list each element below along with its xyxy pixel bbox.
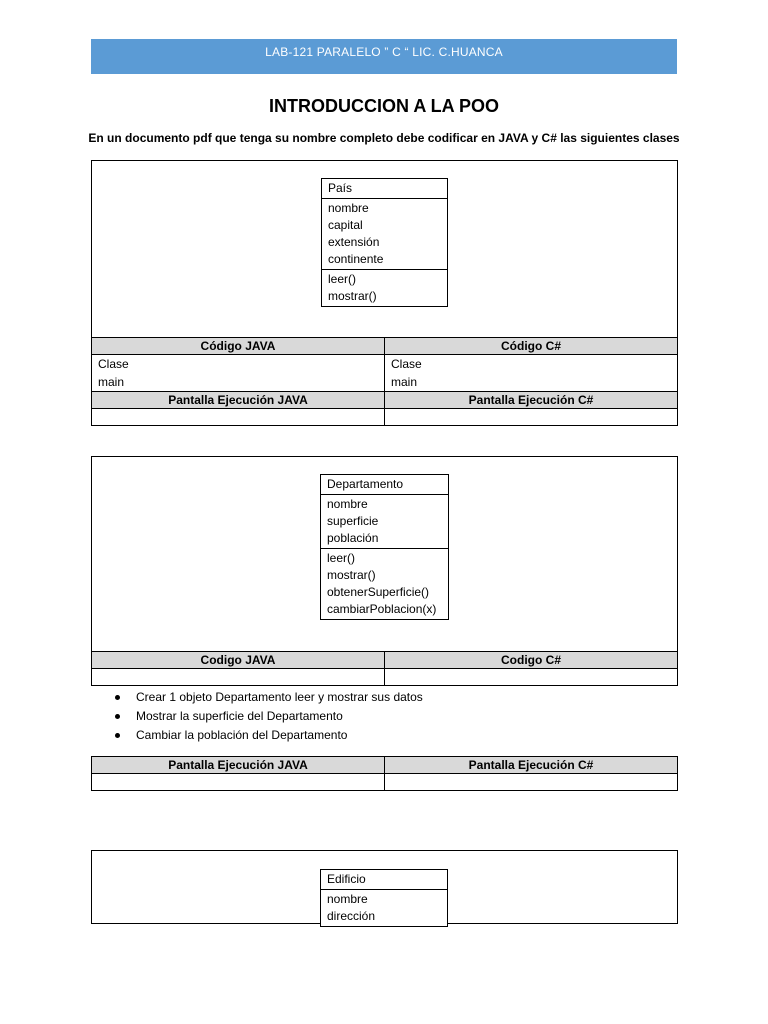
- instructions-text: En un documento pdf que tenga su nombre completo debe codificar en JAVA y C# las siguientes clases: [88, 131, 680, 145]
- attribute: capital: [328, 218, 363, 232]
- code-line: Clase: [391, 357, 422, 371]
- run-cs-cell: [385, 409, 678, 426]
- uml-attributes: [321, 495, 448, 549]
- code-cs-cell: [385, 669, 678, 686]
- attribute: población: [327, 531, 379, 545]
- run-java-cell: [92, 409, 385, 426]
- attribute: superficie: [327, 514, 379, 528]
- method: leer(): [328, 272, 357, 286]
- code-cs-header: Código C#: [385, 338, 678, 355]
- run-java-cell: [92, 774, 385, 791]
- uml-class-name: [322, 179, 447, 199]
- uml-attributes: [322, 199, 447, 270]
- code-cs-header: Codigo C#: [385, 652, 678, 669]
- code-line: main: [391, 375, 418, 389]
- code-java-header: Código JAVA: [92, 338, 385, 355]
- code-java-header: Codigo JAVA: [92, 652, 385, 669]
- method: leer(): [327, 551, 356, 565]
- attribute: extensión: [328, 235, 380, 249]
- document-header: LAB-121 PARALELO ” C “ LIC. C.HUANCA: [91, 39, 677, 74]
- class-name: Edificio: [327, 872, 366, 886]
- attribute: nombre: [328, 201, 369, 215]
- run-cs-cell: [385, 774, 678, 791]
- uml-attributes: [321, 890, 447, 927]
- run-cs-header: Pantalla Ejecución C#: [385, 392, 678, 409]
- class-name: País: [328, 181, 353, 195]
- page-title: INTRODUCCION A LA POO: [269, 96, 499, 116]
- uml-class-edificio: [320, 869, 448, 927]
- attribute: dirección: [327, 909, 376, 923]
- code-table-pais: [91, 337, 678, 426]
- method: cambiarPoblacion(x): [327, 602, 437, 616]
- uml-methods: [321, 549, 448, 619]
- code-java-cell: [92, 669, 385, 686]
- task-item: Crear 1 objeto Departamento leer y mostrar sus datos: [112, 688, 423, 707]
- run-table-departamento: [91, 756, 678, 791]
- class-name: Departamento: [327, 477, 404, 491]
- task-list: [112, 688, 423, 745]
- uml-class-departamento: [320, 474, 449, 620]
- task-item: Cambiar la población del Departamento: [112, 726, 423, 745]
- code-table-departamento: [91, 651, 678, 686]
- code-java-cell: [92, 355, 385, 392]
- method: mostrar(): [327, 568, 376, 582]
- attribute: nombre: [327, 497, 368, 511]
- method: obtenerSuperficie(): [327, 585, 430, 599]
- uml-class-name: [321, 870, 447, 890]
- uml-class-pais: [321, 178, 448, 307]
- attribute: continente: [328, 252, 384, 266]
- uml-class-name: [321, 475, 448, 495]
- task-item: Mostrar la superficie del Departamento: [112, 707, 423, 726]
- run-cs-header: Pantalla Ejecución C#: [385, 757, 678, 774]
- code-cs-cell: [385, 355, 678, 392]
- run-java-header: Pantalla Ejecución JAVA: [92, 757, 385, 774]
- code-line: Clase: [98, 357, 129, 371]
- uml-methods: [322, 270, 447, 306]
- method: mostrar(): [328, 289, 377, 303]
- code-line: main: [98, 375, 125, 389]
- run-java-header: Pantalla Ejecución JAVA: [92, 392, 385, 409]
- attribute: nombre: [327, 892, 368, 906]
